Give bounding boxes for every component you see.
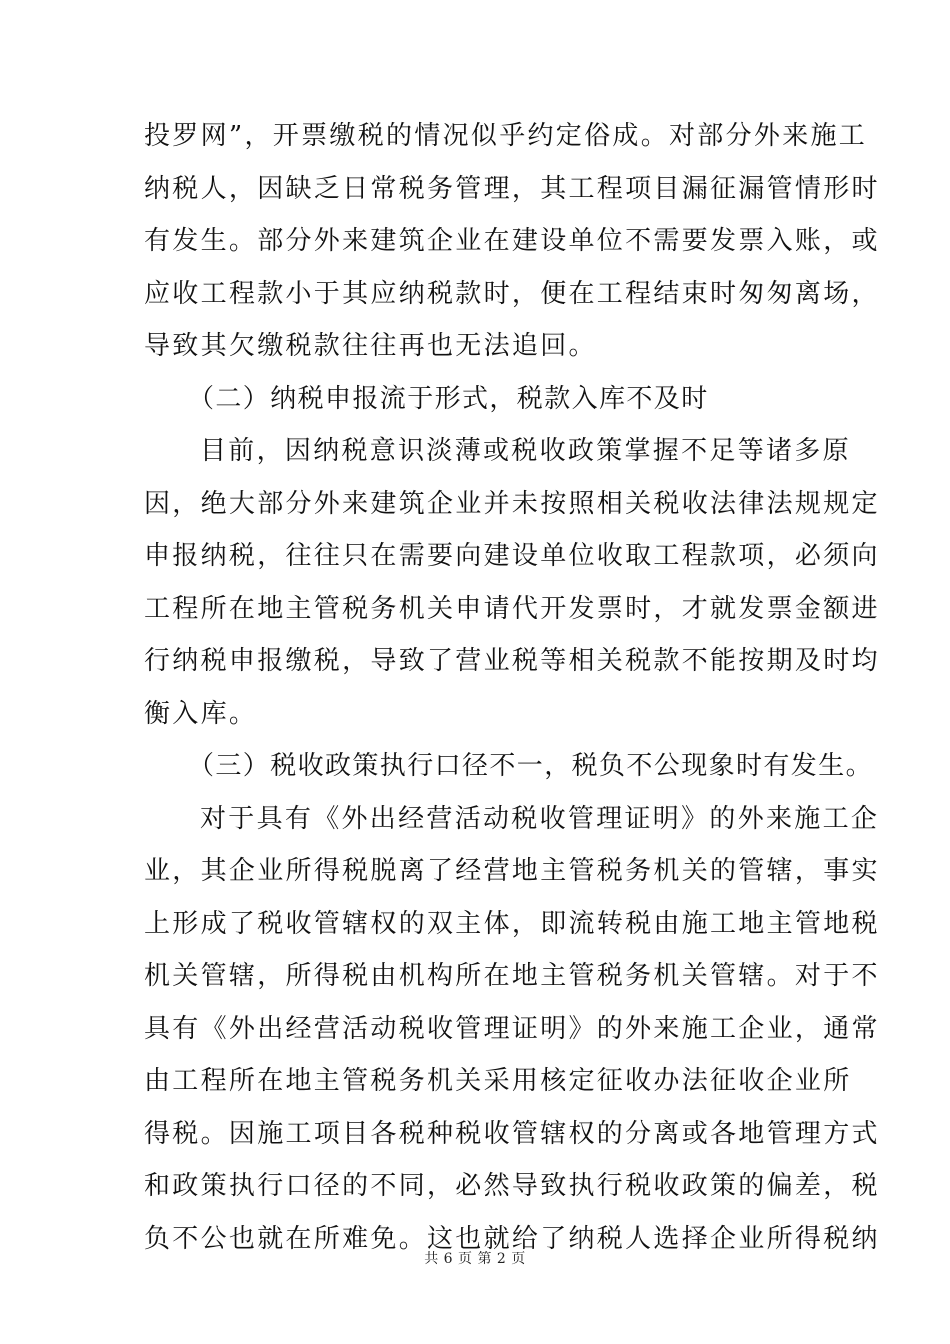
body-line: 因，绝大部分外来建筑企业并未按照相关税收法律法规规定 xyxy=(144,488,880,519)
body-line: 投罗网”，开票缴税的情况似乎约定俗成。对部分外来施工 xyxy=(144,121,868,151)
body-line: 负不公也就在所难免。这也就给了纳税人选择企业所得税纳 xyxy=(144,1223,880,1254)
body-line: 由工程所在地主管税务机关采用核定征收办法征收企业所 xyxy=(144,1066,852,1096)
body-line: 有发生。部分外来建筑企业在建设单位不需要发票入账，或 xyxy=(144,226,880,256)
body-line: 申报纳税，往往只在需要向建设单位收取工程款项，必须向 xyxy=(144,541,880,571)
body-line: 机关管辖，所得税由机构所在地主管税务机关管辖。对于不 xyxy=(144,961,880,991)
body-line: 行纳税申报缴税，导致了营业税等相关税款不能按期及时均 xyxy=(144,646,880,676)
paragraph-start-line: 目前，因纳税意识淡薄或税收政策掌握不足等诸多原 xyxy=(200,436,851,466)
body-line: 纳税人，因缺乏日常税务管理，其工程项目漏征漏管情形时 xyxy=(144,173,880,204)
body-line: 工程所在地主管税务机关申请代开发票时，才就发票金额进 xyxy=(144,593,880,624)
page-footer: 共 6 页 第 2 页 xyxy=(424,1251,526,1267)
body-line: 导致其欠缴税款往往再也无法追回。 xyxy=(144,331,597,361)
body-line: 业，其企业所得税脱离了经营地主管税务机关的管辖，事实 xyxy=(144,856,880,886)
body-line: 得税。因施工项目各税种税收管辖权的分离或各地管理方式 xyxy=(144,1118,880,1149)
body-line: 和政策执行口径的不同，必然导致执行税收政策的偏差，税 xyxy=(144,1171,880,1201)
body-line: 衡入库。 xyxy=(144,698,258,729)
body-line: 应收工程款小于其应纳税款时，便在工程结束时匆匆离场， xyxy=(144,278,880,309)
document-body xyxy=(144,110,880,1265)
body-line: 具有《外出经营活动税收管理证明》的外来施工企业，通常 xyxy=(144,1013,880,1044)
section-heading: （三）税收政策执行口径不一，税负不公现象时有发生。 xyxy=(188,751,874,781)
body-line: 上形成了税收管辖权的双主体，即流转税由施工地主管地税 xyxy=(144,908,880,939)
section-heading: （二）纳税申报流于形式，税款入库不及时 xyxy=(188,383,709,414)
paragraph-start-line: 对于具有《外出经营活动税收管理证明》的外来施工企 xyxy=(200,803,880,834)
